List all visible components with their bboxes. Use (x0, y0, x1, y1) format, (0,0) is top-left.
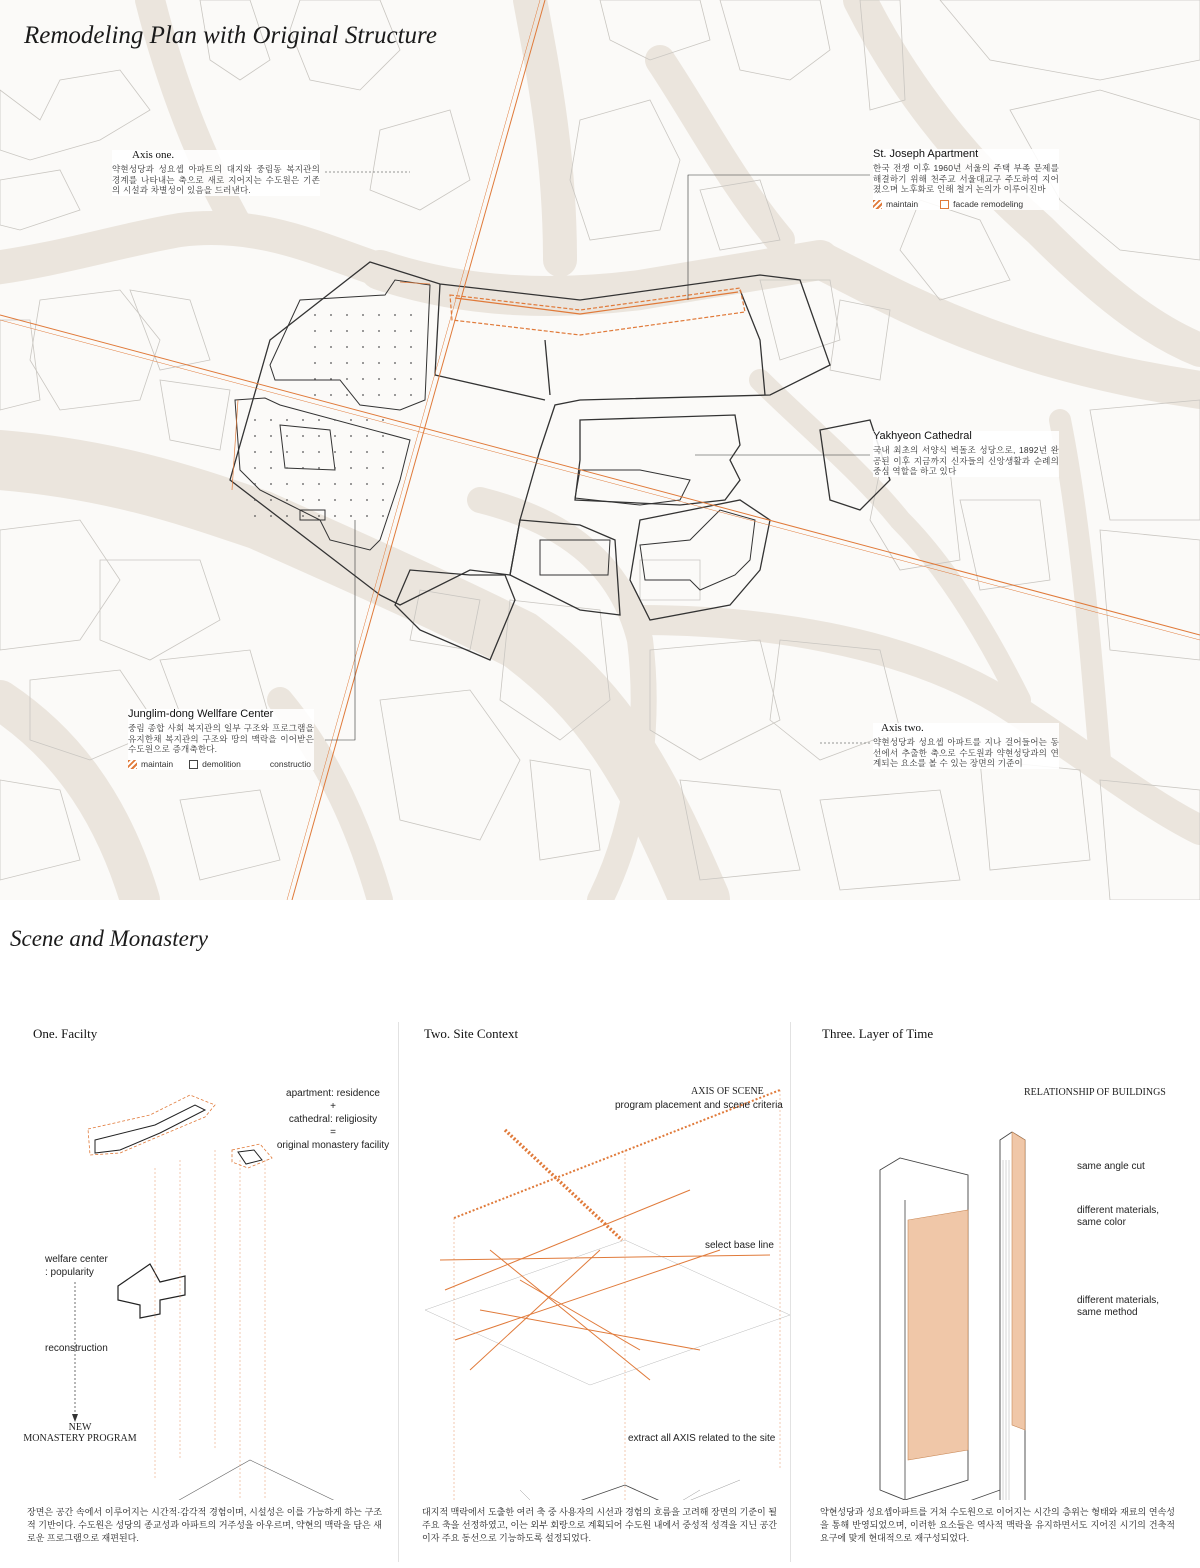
structure-dot (270, 499, 272, 501)
structure-dot (366, 451, 368, 453)
structure-dot (350, 419, 352, 421)
structure-dot (330, 378, 332, 380)
st-joseph-note (873, 149, 1059, 210)
col3-paragraph: 약현성당과 성요셉아파트를 거쳐 수도원으로 이어지는 시간의 층위는 형태와 재료의 연속성을 통해 반영되었으며, 이러한 요소들은 역사적 맥락을 유지하면서도 지어진 시기의 건축적 요구에 맞게 현대적으로 재구성되었다. (820, 1507, 1175, 1543)
structure-dot (254, 419, 256, 421)
original-label: original monastery facility (276, 1140, 390, 1151)
structure-dot (378, 394, 380, 396)
structure-dot (394, 346, 396, 348)
structure-dot (314, 346, 316, 348)
st-joseph-legend (873, 199, 1059, 210)
angle-label: same angle cut (1077, 1161, 1145, 1172)
structure-dot (382, 419, 384, 421)
materials2b-text: same method (1077, 1307, 1138, 1318)
legend-demolition: demolition (202, 758, 241, 769)
structure-dot (346, 394, 348, 396)
structure-dot (270, 435, 272, 437)
structure-dot (334, 419, 336, 421)
arrow-head (72, 1414, 78, 1422)
structure-dot (286, 419, 288, 421)
base-plane (805, 1490, 1160, 1500)
upper-plane (425, 1240, 790, 1385)
structure-dot (270, 483, 272, 485)
axis-two-note (873, 723, 1059, 769)
structure-dot (314, 314, 316, 316)
structure-dot (394, 362, 396, 364)
structure-dot (318, 451, 320, 453)
structure-dot (362, 314, 364, 316)
scene-title: Scene and Monastery (10, 926, 208, 951)
structure-dot (382, 435, 384, 437)
structure-dot (270, 467, 272, 469)
col3-title: Three. Layer of Time (822, 1026, 934, 1041)
structure-dot (366, 419, 368, 421)
structure-dot (330, 362, 332, 364)
structure-dot (286, 435, 288, 437)
structure-dot (254, 499, 256, 501)
structure-dot (270, 419, 272, 421)
col2-title: Two. Site Context (424, 1026, 519, 1041)
st-joseph-body: 한국 전쟁 이후 1960년 서울의 주택 부족 문제를 해결하기 위해 천주교 서울대교구 주도하여 지어졌으며 노후화로 인해 철거 논의가 이루어진바 (873, 163, 1059, 194)
structure-dot (334, 515, 336, 517)
structure-dot (382, 499, 384, 501)
relationship-heading: RELATIONSHIP OF BUILDINGS (1024, 1087, 1166, 1098)
structure-dot (286, 515, 288, 517)
structure-dot (302, 515, 304, 517)
structure-dot (270, 451, 272, 453)
structure-dot (254, 435, 256, 437)
structure-dot (378, 314, 380, 316)
structure-dot (394, 378, 396, 380)
structure-dot (366, 435, 368, 437)
apartment-label: apartment: residence (286, 1088, 380, 1099)
legend-construction: constructio (269, 758, 311, 769)
structure-dot (378, 330, 380, 332)
cathedral-volume (232, 1144, 272, 1168)
materials1b-text: same color (1077, 1217, 1126, 1228)
structure-dot (334, 435, 336, 437)
structure-dot (334, 483, 336, 485)
structure-dot (334, 451, 336, 453)
demolition-swatch (189, 760, 198, 769)
structure-dot (350, 499, 352, 501)
materials1a-text: different materials, (1077, 1205, 1160, 1216)
structure-dot (362, 346, 364, 348)
structure-dot (410, 362, 412, 364)
col2-paragraph: 대지적 맥락에서 도출한 여러 축 중 사용자의 시선과 경험의 흐름을 고려해 장면의 기준이 될 주요 축을 선정하였고, 이는 외부 회랑으로 계획되어 수도원 내에서 중성적 성격을 지닌 공간이자 주요 동선으로 기능하도록 설정되었다. (422, 1507, 777, 1543)
structure-dot (330, 330, 332, 332)
structure-dot (286, 451, 288, 453)
yakhyeon-note (873, 431, 1059, 477)
welfare-maintain-hatch (232, 282, 430, 490)
structure-dot (302, 435, 304, 437)
st-joseph-heading: St. Joseph Apartment (873, 148, 979, 160)
junglim-heading: Junglim-dong Wellfare Center (128, 708, 274, 720)
axis-scene-heading: AXIS OF SCENE (691, 1086, 764, 1097)
structure-dot (350, 483, 352, 485)
structure-dot (346, 362, 348, 364)
new-monastery-label (20, 1422, 140, 1444)
structure-dot (362, 362, 364, 364)
structure-dot (314, 394, 316, 396)
structure-dot (410, 394, 412, 396)
structure-dot (394, 314, 396, 316)
scene-diagrams (0, 1050, 1200, 1500)
structure-dot (382, 467, 384, 469)
structure-dot (254, 515, 256, 517)
materials-color-label (1077, 1205, 1159, 1229)
plus-label: + (330, 1101, 336, 1112)
structure-dot (362, 378, 364, 380)
structure-dot (382, 451, 384, 453)
structure-dot (382, 515, 384, 517)
structure-dot (302, 483, 304, 485)
structure-dot (346, 314, 348, 316)
axis-one-heading: Axis one. (132, 149, 175, 161)
structure-dot (318, 467, 320, 469)
structure-dot (366, 467, 368, 469)
structure-dot (318, 499, 320, 501)
junglim-note (128, 709, 314, 770)
materials-method-label (1077, 1295, 1159, 1319)
structure-dot (314, 362, 316, 364)
structure-dot (286, 467, 288, 469)
structure-dot (350, 515, 352, 517)
structure-dot (302, 467, 304, 469)
structure-dot (382, 483, 384, 485)
structure-dot (314, 378, 316, 380)
structure-dot (366, 515, 368, 517)
legend-maintain: maintain (886, 198, 919, 209)
axis-one-note (112, 150, 320, 196)
structure-dot (318, 515, 320, 517)
structure-dot (366, 483, 368, 485)
structure-dot (362, 330, 364, 332)
structure-dot (334, 467, 336, 469)
structure-dot (394, 394, 396, 396)
facility-equation (268, 1087, 398, 1152)
structure-dot (350, 467, 352, 469)
extract-label: extract all AXIS related to the site (628, 1433, 776, 1444)
structure-dot (410, 378, 412, 380)
structure-dot (394, 330, 396, 332)
yakhyeon-body: 국내 최초의 서양식 벽돌조 성당으로, 1892년 완공된 이후 지금까지 신자들의 신앙생활과 순례의 중심 역할을 하고 있다 (873, 445, 1059, 476)
structure-dot (302, 451, 304, 453)
structure-dot (318, 419, 320, 421)
structure-dot (410, 346, 412, 348)
selected-axis (505, 1130, 622, 1240)
new-text: NEW (68, 1422, 92, 1433)
equals-label: = (330, 1127, 336, 1138)
structure-dot (318, 483, 320, 485)
structure-dot (346, 346, 348, 348)
axis-scene-sub: program placement and scene criteria (615, 1100, 783, 1111)
structure-dot (350, 435, 352, 437)
structure-dot (286, 499, 288, 501)
legend-maintain: maintain (141, 758, 174, 769)
structure-dots (254, 314, 412, 517)
col1-paragraph: 장면은 공간 속에서 이루어지는 시간적·감각적 경험이며, 시설성은 이를 가능하게 하는 구조적 기반이다. 수도원은 성당의 종교성과 아파트의 거주성을 아우르며, 약현의 맥락을 담은 새로운 프로그램으로 재편된다. (27, 1507, 382, 1543)
structure-dot (346, 378, 348, 380)
cathedral-label: cathedral: religiosity (288, 1114, 378, 1125)
site-boundary (230, 262, 890, 660)
structure-dot (314, 330, 316, 332)
construction-swatch (257, 760, 266, 769)
structure-dot (330, 394, 332, 396)
axis-two-body: 약현성당과 성요셉 아파트를 지나 걸어들어는 동선에서 추출한 축으로 수도원과 약현성당과의 연계되는 요소를 볼 수 있는 장면의 기준이 (873, 737, 1059, 768)
structure-dot (302, 419, 304, 421)
structure-dot (346, 330, 348, 332)
structure-dot (330, 314, 332, 316)
structure-dot (362, 394, 364, 396)
welfare-label (45, 1253, 108, 1279)
candidate-axes (440, 1190, 770, 1380)
structure-dot (254, 451, 256, 453)
base-line-label: select base line (705, 1240, 774, 1251)
welfare-text: welfare center (45, 1254, 108, 1265)
map-title: Remodeling Plan with Original Structure (24, 22, 437, 49)
structure-dot (318, 435, 320, 437)
projection-lines (155, 1150, 265, 1500)
yakhyeon-heading: Yakhyeon Cathedral (873, 430, 972, 442)
structure-dot (270, 515, 272, 517)
structure-dot (378, 346, 380, 348)
materials2a-text: different materials, (1077, 1295, 1160, 1306)
axis-one-body: 약현성당과 성요셉 아파트의 대지와 중림동 복지관의 경계를 나타내는 축으로 새로 지어지는 수도원은 기존의 시설과 차별성이 있음을 드러낸다. (112, 164, 320, 195)
popularity-text: : popularity (45, 1267, 94, 1278)
structure-dot (330, 346, 332, 348)
structure-dot (350, 451, 352, 453)
cathedral-outline (238, 1150, 262, 1164)
welfare-outline (118, 1264, 185, 1318)
structure-dot (410, 314, 412, 316)
program-text: MONASTERY PROGRAM (23, 1433, 137, 1444)
structure-dot (378, 378, 380, 380)
maintain-swatch (128, 760, 137, 769)
site-plane (425, 1485, 790, 1500)
structure-dot (286, 483, 288, 485)
structure-dot (254, 467, 256, 469)
apartment-facade (1012, 1132, 1025, 1430)
junglim-body: 중림 종합 사회 복지관의 일부 구조와 프로그램을 유지한채 복지관의 구조와 땅의 맥락을 이어받은 수도원으로 증개축한다. (128, 723, 314, 754)
monastery-facade (908, 1210, 968, 1460)
structure-dot (378, 362, 380, 364)
site-axes (430, 1480, 780, 1500)
structure-dot (254, 483, 256, 485)
apartment-outline (95, 1105, 205, 1153)
reconstruction-label: reconstruction (45, 1343, 108, 1354)
legend-facade: facade remodeling (953, 198, 1024, 209)
structure-dot (410, 330, 412, 332)
structure-dot (334, 499, 336, 501)
apartment-volume (88, 1095, 215, 1155)
maintain-swatch (873, 200, 882, 209)
junglim-legend (128, 759, 314, 770)
axis-two-heading: Axis two. (881, 722, 924, 734)
col1-title: One. Facilty (33, 1026, 98, 1041)
structure-dot (366, 499, 368, 501)
facade-swatch (940, 200, 949, 209)
structure-dot (302, 499, 304, 501)
